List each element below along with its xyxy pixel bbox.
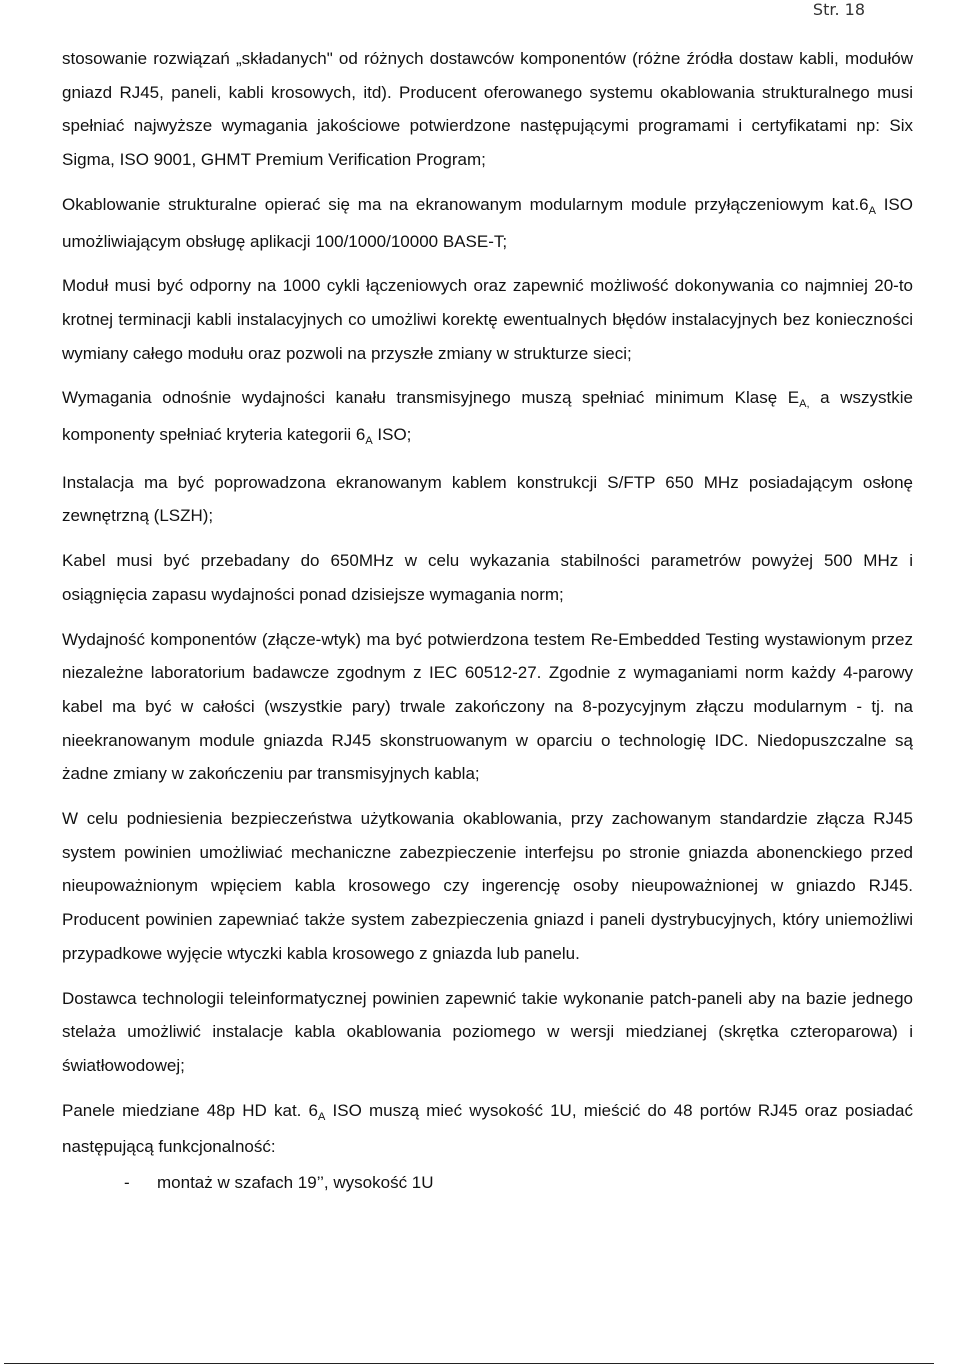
paragraph: Moduł musi być odporny na 1000 cykli łączeniowych oraz zapewnić możliwość dokonywania co najmniej 20-to krotnej terminacji kabli instalacyjnych co umożliwi korektę ewentualnych błędów instalacyjnych bez konieczności wymiany całego modułu oraz pozwoli na przyszłe zmiany w strukturze sieci; xyxy=(62,276,913,363)
bullet-item xyxy=(62,1166,913,1200)
paragraph: stosowanie rozwiązań „składanych" od różnych dostawców komponentów (różne źródła dostaw kabli, modułów gniazd RJ45, paneli, kabli krosowych, itd). Producent oferowanego systemu okablowania strukturalnego musi spełniać najwyższe wymagania jakościowe potwierdzone następującymi programami i certyfikatami np: Six Sigma, ISO 9001, GHMT Premium Verification Program; xyxy=(62,49,913,170)
paragraph: Panele miedziane 48p HD kat. $6_A$ ISO muszą mieć wysokość 1U, mieścić do 48 portów RJ45 oraz posiadać następującą funkcjonalność: xyxy=(62,1100,914,1157)
page-number: Str. 18 xyxy=(812,0,865,19)
bullet-text: montaż w szafach 19’’, wysokość 1U xyxy=(157,1173,434,1193)
paragraph: Dostawca technologii teleinformatycznej powinien zapewnić takie wykonanie patch-paneli aby na bazie jednego stelaża umożliwić instalacje kabla okablowania poziomego w wersji miedzianej (skrętka czteroparowa) i światłowodowej; xyxy=(62,988,913,1075)
paragraph: W celu podniesienia bezpieczeństwa użytkowania okablowania, przy zachowanym standardzie złącza RJ45 system powinien umożliwiać mechaniczne zabezpieczenie interfejsu po stronie gniazda abonenckiego przed nieupoważnionym wpięciem kabla krosowego czy ingerencję osoby nieupoważnionej w gniazdo RJ45. Producent powinien zapewniać także system zabezpieczenia gniazd i paneli dystrybucyjnych, który uniemożliwi przypadkowe wyjęcie wtyczki kabla krosowego z gniazda lub panelu. xyxy=(62,809,913,963)
paragraph: Wydajność komponentów (złącze-wtyk) ma być potwierdzona testem Re-Embedded Testing wystawionym przez niezależne laboratorium badawcze zgodnym z IEC 60512-27. Zgodnie z wymaganiami norm każdy 4-parowy kabel ma być w całości (wszystkie pary) trwale zakończony na 8-pozycyjnym złączu modularnym - tj. na nieekranowanym module gniazda RJ45 skonstruowanym w oparciu o technologię IDC. Niedopuszczalne są żadne zmiany w zakończeniu par transmisyjnych kabla; xyxy=(62,629,913,784)
paragraph: Wymagania odnośnie wydajności kanału transmisyjnego muszą spełniać minimum Klasę $E_{A,}$ a wszystkie komponenty spełniać kryteria kategorii $6_A$ ISO; xyxy=(62,388,913,448)
paragraph: Okablowanie strukturalne opierać się ma na ekranowanym modularnym module przyłączeniowym $kat.6_A$ ISO umożliwiającym obsługę aplikacji 100/1000/10000 BASE-T; xyxy=(62,194,913,251)
paragraph: Kabel musi być przebadany do 650MHz w celu wykazania stabilności parametrów powyżej 500 MHz i osiągnięcia zapasu wydajności ponad dzisiejsze wymagania norm; xyxy=(62,551,913,604)
bottom-divider xyxy=(4,1363,934,1364)
paragraph: Instalacja ma być poprowadzona ekranowanym kablem konstrukcji S/FTP 650 MHz posiadającym osłonę zewnętrzną (LSZH); xyxy=(62,472,913,526)
document-body xyxy=(62,42,913,1200)
bullet-dash: - xyxy=(124,1173,130,1193)
